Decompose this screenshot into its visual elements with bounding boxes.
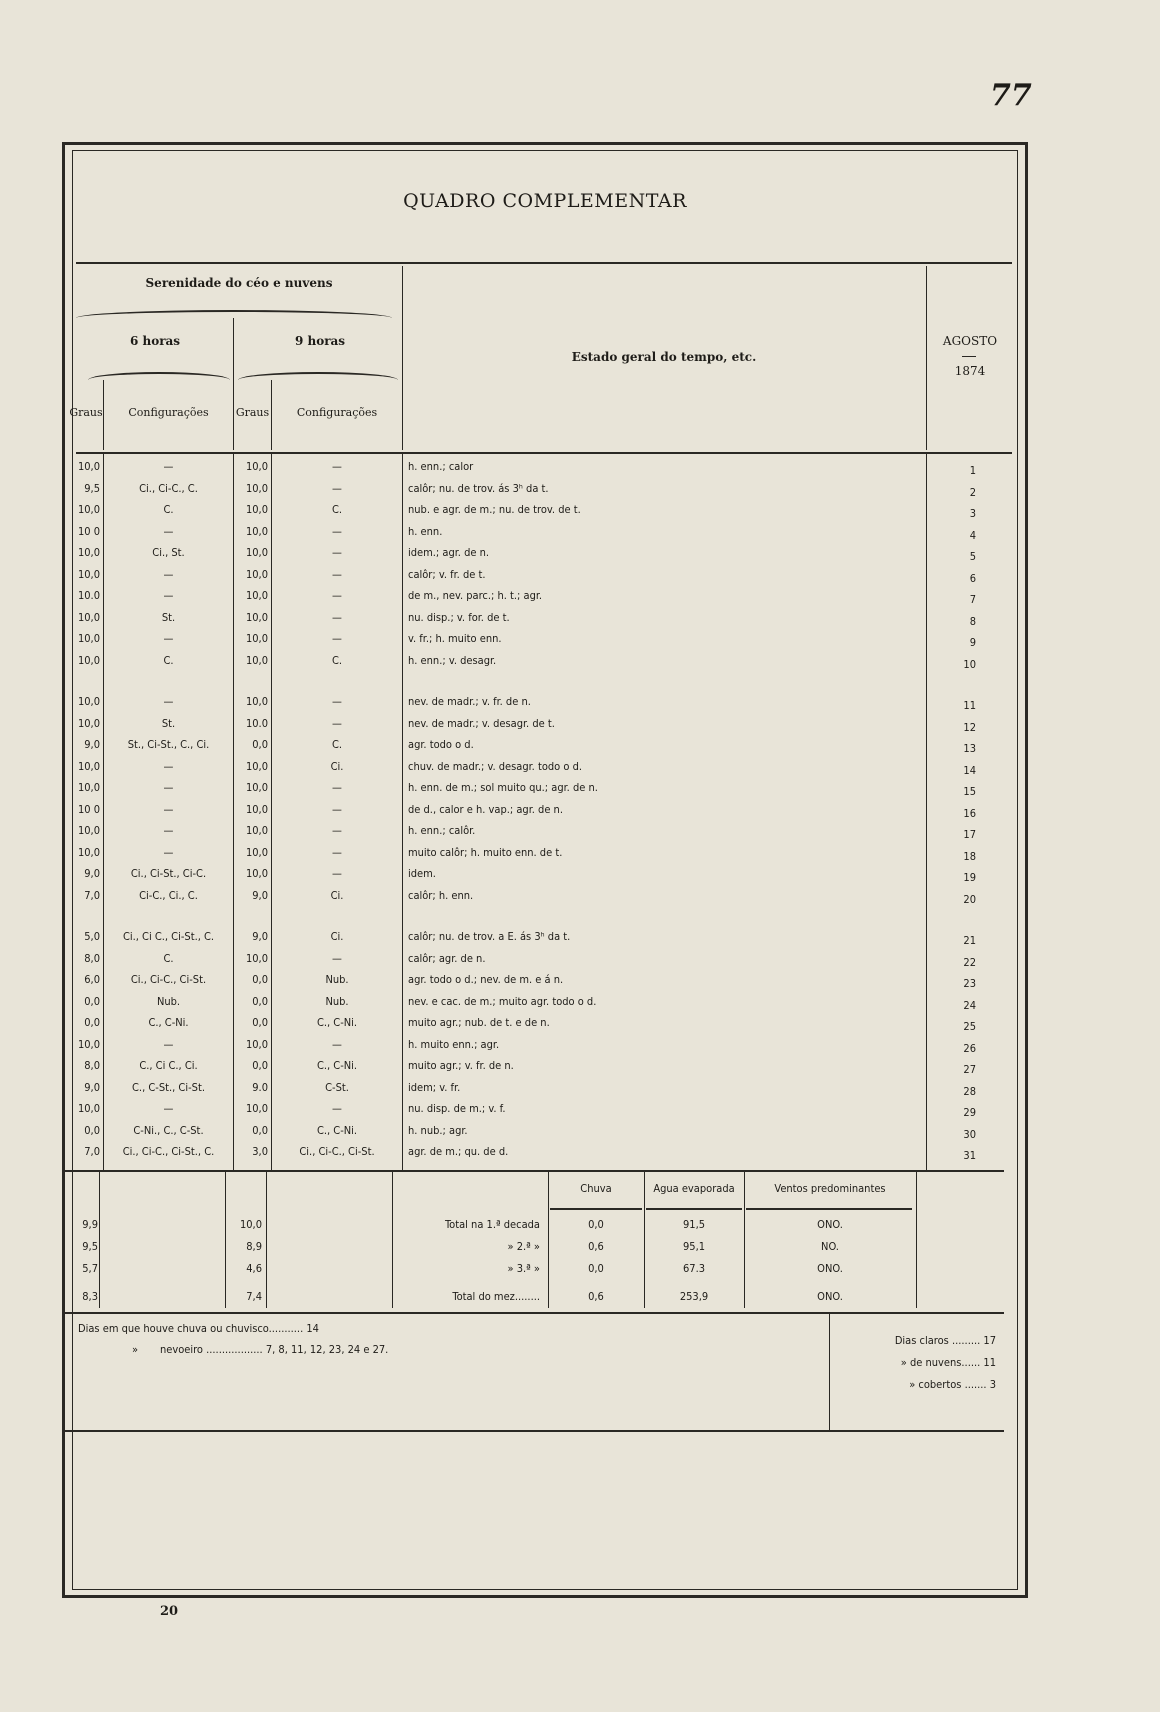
cell-graus-6: 7,0: [84, 1145, 100, 1158]
header-graus-6: Graus: [69, 406, 103, 419]
cell-dia: 13: [963, 742, 976, 755]
cell-config-9: —: [332, 460, 342, 473]
cell-graus-9: 10,0: [245, 802, 268, 816]
summary-chuva: 0,6: [588, 1240, 604, 1253]
summary-col-rule: [550, 1208, 642, 1210]
cell-config-6: St.: [161, 716, 176, 730]
cell-graus-9: 10,0: [245, 951, 268, 965]
cell-graus-6: 10,0: [77, 460, 100, 473]
cell-estado: calôr; h. enn.: [408, 888, 474, 902]
cell-config-9: —: [332, 845, 342, 859]
cell-config-9: C., C-Ni.: [316, 1123, 358, 1137]
cell-graus-6: 10,0: [77, 1102, 100, 1115]
cell-estado: nub. e agr. de m.; nu. de trov. de t.: [408, 503, 581, 516]
header-graus-9: Graus: [235, 406, 270, 419]
cell-estado: calôr; nu. de trov. a E. ás 3ʰ da t.: [408, 930, 571, 943]
cell-dia: 15: [963, 785, 976, 798]
cell-graus-6: 9,0: [84, 1080, 100, 1094]
summary-label: » 2.ª »: [507, 1240, 540, 1253]
summary-header-chuva: Chuva: [580, 1182, 612, 1195]
cell-estado: muito calôr; h. muito enn. de t.: [408, 845, 563, 859]
cell-dia: 18: [963, 849, 976, 863]
cell-estado: muito agr.; v. fr. de n.: [408, 1059, 514, 1072]
cell-estado: nu. disp.; v. for. de t.: [408, 610, 510, 624]
cell-estado: h. enn. de m.; sol muito qu.; agr. de n.: [408, 781, 598, 794]
cell-config-9: —: [332, 781, 342, 794]
cell-config-9: C-St.: [325, 1080, 349, 1094]
summary-ventos: ONO.: [817, 1262, 843, 1275]
cell-graus-9: 0,0: [252, 1016, 268, 1029]
header-config-6: Configurações: [128, 406, 209, 419]
cell-estado: de m., nev. parc.; h. t.; agr.: [408, 589, 543, 602]
cell-config-6: Ci., Ci-St., Ci-C.: [130, 867, 207, 880]
cell-dia: 6: [969, 571, 976, 585]
cell-config-9: —: [332, 951, 342, 965]
cell-config-6: —: [163, 524, 174, 538]
cell-graus-9: 9,0: [252, 888, 268, 902]
cell-graus-9: 10,0: [245, 759, 268, 773]
cell-graus-6: 7,0: [84, 888, 100, 902]
cell-dia: 17: [963, 828, 976, 841]
cell-config-6: —: [163, 802, 174, 816]
summary-agua: 91,5: [682, 1218, 706, 1231]
cell-graus-6: 8,0: [84, 951, 100, 965]
cell-config-9: Nub.: [325, 994, 349, 1008]
cell-config-6: —: [163, 824, 174, 837]
summary-ventos: ONO.: [817, 1290, 843, 1303]
cell-graus-9: 0,0: [252, 1123, 268, 1137]
header-9-horas: 9 horas: [294, 334, 346, 348]
summary-label: » 3.ª »: [507, 1262, 540, 1275]
cell-estado: calôr; agr. de n.: [408, 951, 486, 965]
cell-dia: 24: [963, 998, 976, 1012]
cell-config-6: St.: [161, 610, 176, 624]
notes-top-rule: [64, 1312, 1004, 1314]
cell-dia: 21: [963, 934, 976, 947]
cell-estado: agr. de m.; qu. de d.: [408, 1145, 509, 1158]
cell-graus-9: 0,0: [252, 738, 268, 751]
cell-estado: nev. de madr.; v. desagr. de t.: [408, 716, 555, 730]
cell-config-9: —: [332, 567, 342, 581]
cell-config-6: Ci., Ci-C., C.: [139, 481, 198, 495]
note-cobertos: » cobertos ....... 3: [909, 1378, 996, 1391]
summary-graus-6: 9,9: [82, 1218, 98, 1231]
cell-config-6: Ci., Ci C., Ci-St., C.: [122, 930, 215, 943]
cell-config-9: C.: [331, 503, 343, 516]
cell-config-9: —: [332, 632, 342, 645]
cell-dia: 3: [969, 507, 976, 520]
summary-graus-6: 5,7: [82, 1262, 98, 1275]
header-config-9: Configurações: [296, 406, 378, 419]
header-estado: Estado geral do tempo, etc.: [571, 350, 757, 364]
cell-graus-6: 10,0: [77, 503, 100, 516]
cell-graus-6: 10,0: [77, 695, 100, 708]
cell-graus-6: 0,0: [84, 994, 100, 1008]
summary-graus-6: 9,5: [82, 1240, 98, 1253]
cell-dia: 27: [963, 1063, 976, 1076]
header-month: AGOSTO: [942, 334, 998, 348]
cell-config-6: St., Ci-St., C., Ci.: [127, 738, 210, 751]
summary-divider: [266, 1172, 267, 1308]
cell-graus-6: 10,0: [77, 824, 100, 837]
cell-config-9: —: [332, 610, 342, 624]
cell-graus-6: 10,0: [77, 632, 100, 645]
cell-dia: 9: [969, 636, 976, 649]
cell-estado: h. enn.: [408, 524, 443, 538]
summary-col-rule: [746, 1208, 912, 1210]
cell-graus-9: 10,0: [245, 610, 268, 624]
cell-config-9: C.: [331, 738, 343, 751]
cell-graus-6: 10,0: [77, 567, 100, 581]
summary-agua: 253,9: [679, 1290, 709, 1303]
cell-graus-9: 10,0: [245, 781, 268, 794]
cell-config-6: —: [163, 460, 174, 473]
summary-agua: 67.3: [682, 1262, 706, 1275]
cell-graus-9: 10,0: [245, 653, 268, 667]
cell-estado: calôr; nu. de trov. ás 3ʰ da t.: [408, 481, 549, 495]
cell-graus-9: 10,0: [245, 481, 268, 495]
cell-graus-9: 3,0: [252, 1145, 268, 1158]
summary-graus-9: 7,4: [246, 1290, 262, 1303]
cell-estado: agr. todo o d.: [408, 738, 474, 751]
note-chuva: Dias em que houve chuva ou chuvisco........... 14: [78, 1322, 319, 1335]
summary-agua: 95,1: [682, 1240, 706, 1253]
cell-dia: 10: [963, 657, 976, 671]
cell-estado: v. fr.; h. muito enn.: [408, 632, 502, 645]
cell-config-9: —: [332, 1102, 342, 1115]
cell-graus-9: 0,0: [252, 973, 268, 986]
cell-dia: 26: [963, 1041, 976, 1055]
cell-dia: 29: [963, 1106, 976, 1119]
cell-dia: 16: [963, 806, 976, 820]
body-divider: [402, 454, 403, 1170]
cell-config-6: C-Ni., C., C-St.: [133, 1123, 204, 1137]
summary-ventos: NO.: [821, 1240, 839, 1253]
cell-estado: h. enn.; v. desagr.: [408, 653, 497, 667]
summary-chuva: 0,0: [588, 1218, 604, 1231]
cell-graus-6: 10,0: [77, 759, 100, 773]
cell-graus-6: 6,0: [84, 973, 100, 986]
cell-dia: 12: [963, 720, 976, 734]
cell-dia: 14: [963, 763, 976, 777]
cell-config-6: Nub.: [156, 994, 181, 1008]
cell-graus-6: 9,0: [84, 867, 100, 880]
cell-config-9: Ci.: [330, 930, 344, 943]
cell-dia: 28: [963, 1084, 976, 1098]
summary-chuva: 0,0: [588, 1262, 604, 1275]
cell-dia: 19: [963, 871, 976, 884]
cell-graus-6: 10,0: [77, 781, 100, 794]
summary-chuva: 0,6: [588, 1290, 604, 1303]
cell-config-9: Ci.: [330, 759, 344, 773]
cell-graus-9: 0,0: [252, 1059, 268, 1072]
header-month-rule: [962, 356, 976, 357]
cell-dia: 22: [963, 955, 976, 969]
cell-estado: idem; v. fr.: [408, 1080, 461, 1094]
table-title: QUADRO COMPLEMENTAR: [403, 190, 687, 212]
cell-config-6: —: [163, 695, 174, 708]
cell-estado: muito agr.; nub. de t. e de n.: [408, 1016, 550, 1029]
cell-estado: de d., calor e h. vap.; agr. de n.: [408, 802, 563, 816]
cell-graus-9: 10,0: [245, 567, 268, 581]
cell-config-6: Ci., Ci-C., Ci-St., C.: [122, 1145, 215, 1158]
cell-graus-6: 5,0: [84, 930, 100, 943]
body-divider: [926, 454, 927, 1170]
cell-graus-6: 10,0: [77, 1037, 100, 1051]
note-claros: Dias claros ......... 17: [894, 1334, 996, 1347]
footer-folio: 20: [160, 1604, 179, 1619]
cell-graus-6: 8,0: [84, 1059, 100, 1072]
cell-dia: 11: [963, 699, 976, 712]
cell-config-9: C., C-Ni.: [316, 1016, 358, 1029]
header-divider: [926, 266, 927, 450]
cell-estado: nev. de madr.; v. fr. de n.: [408, 695, 531, 708]
cell-dia: 1: [969, 464, 976, 477]
note-nevoeiro-prefix: »: [132, 1343, 139, 1356]
summary-graus-9: 8,9: [246, 1240, 262, 1253]
cell-graus-9: 9,0: [252, 930, 268, 943]
cell-config-9: —: [332, 824, 342, 837]
summary-graus-9: 10,0: [239, 1218, 262, 1231]
cell-config-9: —: [332, 524, 342, 538]
cell-config-9: —: [332, 481, 342, 495]
cell-graus-6: 9,0: [84, 738, 100, 751]
cell-graus-9: 10,0: [245, 845, 268, 859]
cell-graus-9: 10,0: [245, 695, 268, 708]
cell-estado: nev. e cac. de m.; muito agr. todo o d.: [408, 994, 597, 1008]
cell-graus-9: 10,0: [245, 460, 268, 473]
summary-divider: [916, 1172, 917, 1308]
cell-estado: agr. todo o d.; nev. de m. e á n.: [408, 973, 564, 986]
cell-config-6: —: [163, 567, 174, 581]
cell-config-9: Ci., Ci-C., Ci-St.: [299, 1145, 375, 1158]
cell-dia: 30: [963, 1127, 976, 1141]
cell-config-9: Ci.: [330, 888, 344, 902]
summary-header-agua: Agua evaporada: [653, 1182, 735, 1195]
cell-graus-9: 10,0: [245, 524, 268, 538]
cell-config-6: C., C-Ni.: [148, 1016, 189, 1029]
cell-estado: idem.; agr. de n.: [408, 546, 490, 559]
cell-config-6: C.: [163, 503, 174, 516]
cell-graus-6: 0,0: [84, 1123, 100, 1137]
summary-top-rule: [64, 1170, 1004, 1172]
header-divider: [233, 318, 234, 450]
cell-graus-9: 10,0: [245, 867, 268, 880]
cell-graus-6: 9,5: [84, 481, 100, 495]
cell-config-6: —: [163, 632, 174, 645]
cell-graus-9: 10,0: [245, 1037, 268, 1051]
summary-header-ventos: Ventos predominantes: [774, 1182, 886, 1195]
cell-graus-9: 9.0: [252, 1080, 268, 1094]
cell-graus-6: 10,0: [77, 653, 100, 667]
cell-graus-9: 10.0: [245, 716, 268, 730]
cell-config-6: —: [163, 1102, 174, 1115]
cell-graus-9: 10,0: [245, 589, 268, 602]
notes-bottom-rule: [64, 1430, 1004, 1432]
cell-estado: idem.: [408, 867, 436, 880]
summary-ventos: ONO.: [817, 1218, 843, 1231]
cell-config-6: Ci., St.: [152, 546, 185, 559]
cell-dia: 25: [963, 1020, 976, 1033]
summary-graus-6: 8,3: [82, 1290, 98, 1303]
cell-config-9: —: [332, 867, 342, 880]
summary-divider: [99, 1172, 100, 1308]
cell-config-9: Nub.: [325, 973, 349, 986]
cell-estado: h. nub.; agr.: [408, 1123, 468, 1137]
summary-label: Total do mez........: [452, 1290, 540, 1303]
cell-graus-6: 10,0: [77, 546, 100, 559]
cell-estado: h. enn.; calor: [408, 460, 474, 473]
summary-col-rule: [646, 1208, 742, 1210]
cell-config-9: —: [332, 589, 342, 602]
cell-config-6: C.: [163, 951, 174, 965]
cell-dia: 7: [969, 593, 976, 606]
cell-config-6: Ci., Ci-C., Ci-St.: [130, 973, 207, 986]
cell-config-6: —: [163, 845, 174, 859]
cell-graus-6: 10,0: [77, 610, 100, 624]
header-6-horas: 6 horas: [129, 334, 181, 348]
cell-estado: calôr; v. fr. de t.: [408, 567, 486, 581]
cell-graus-6: 10,0: [77, 716, 100, 730]
notes-divider: [829, 1314, 830, 1430]
cell-config-6: —: [163, 759, 174, 773]
cell-estado: h. muito enn.; agr.: [408, 1037, 500, 1051]
cell-config-9: —: [332, 1037, 342, 1051]
cell-config-6: C.: [163, 653, 174, 667]
cell-config-6: C., Ci C., Ci.: [139, 1059, 198, 1072]
page-number: 77: [990, 78, 1032, 113]
summary-label: Total na 1.ª decada: [444, 1218, 540, 1231]
cell-graus-9: 10,0: [245, 824, 268, 837]
cell-config-9: —: [332, 716, 342, 730]
header-serenidade: Serenidade do céo e nuvens: [145, 276, 333, 290]
cell-graus-6: 0,0: [84, 1016, 100, 1029]
cell-estado: h. enn.; calôr.: [408, 824, 476, 837]
summary-graus-9: 4,6: [246, 1262, 262, 1275]
cell-dia: 8: [969, 614, 976, 628]
cell-graus-9: 10,0: [245, 503, 268, 516]
cell-config-6: C., C-St., Ci-St.: [132, 1080, 205, 1094]
cell-graus-6: 10.0: [77, 589, 100, 602]
cell-dia: 20: [963, 892, 976, 906]
cell-config-9: —: [332, 802, 342, 816]
cell-config-9: C., C-Ni.: [316, 1059, 358, 1072]
cell-dia: 23: [963, 977, 976, 990]
cell-dia: 2: [969, 485, 976, 499]
cell-graus-6: 10,0: [77, 845, 100, 859]
cell-graus-6: 10 0: [77, 524, 100, 538]
cell-graus-9: 0,0: [252, 994, 268, 1008]
cell-config-6: —: [163, 589, 174, 602]
cell-graus-6: 10 0: [77, 802, 100, 816]
cell-estado: nu. disp. de m.; v. f.: [408, 1102, 506, 1115]
cell-config-6: Ci-C., Ci., C.: [139, 888, 198, 902]
cell-dia: 5: [969, 550, 976, 563]
cell-estado: chuv. de madr.; v. desagr. todo o d.: [408, 759, 582, 773]
cell-config-9: —: [332, 695, 342, 708]
header-year: 1874: [954, 364, 986, 378]
cell-config-9: —: [332, 546, 342, 559]
cell-dia: 4: [969, 528, 976, 542]
cell-graus-9: 10,0: [245, 546, 268, 559]
cell-graus-9: 10,0: [245, 1102, 268, 1115]
header-top-rule: [76, 262, 1012, 264]
note-nuvens: » de nuvens...... 11: [900, 1356, 996, 1369]
cell-config-6: —: [163, 781, 174, 794]
cell-config-6: —: [163, 1037, 174, 1051]
cell-graus-9: 10,0: [245, 632, 268, 645]
cell-dia: 31: [963, 1149, 976, 1162]
cell-config-9: C.: [331, 653, 343, 667]
header-bottom-rule: [76, 452, 1012, 454]
summary-divider: [392, 1172, 393, 1308]
note-nevoeiro: nevoeiro .................. 7, 8, 11, 12, 23, 24 e 27.: [160, 1343, 389, 1356]
